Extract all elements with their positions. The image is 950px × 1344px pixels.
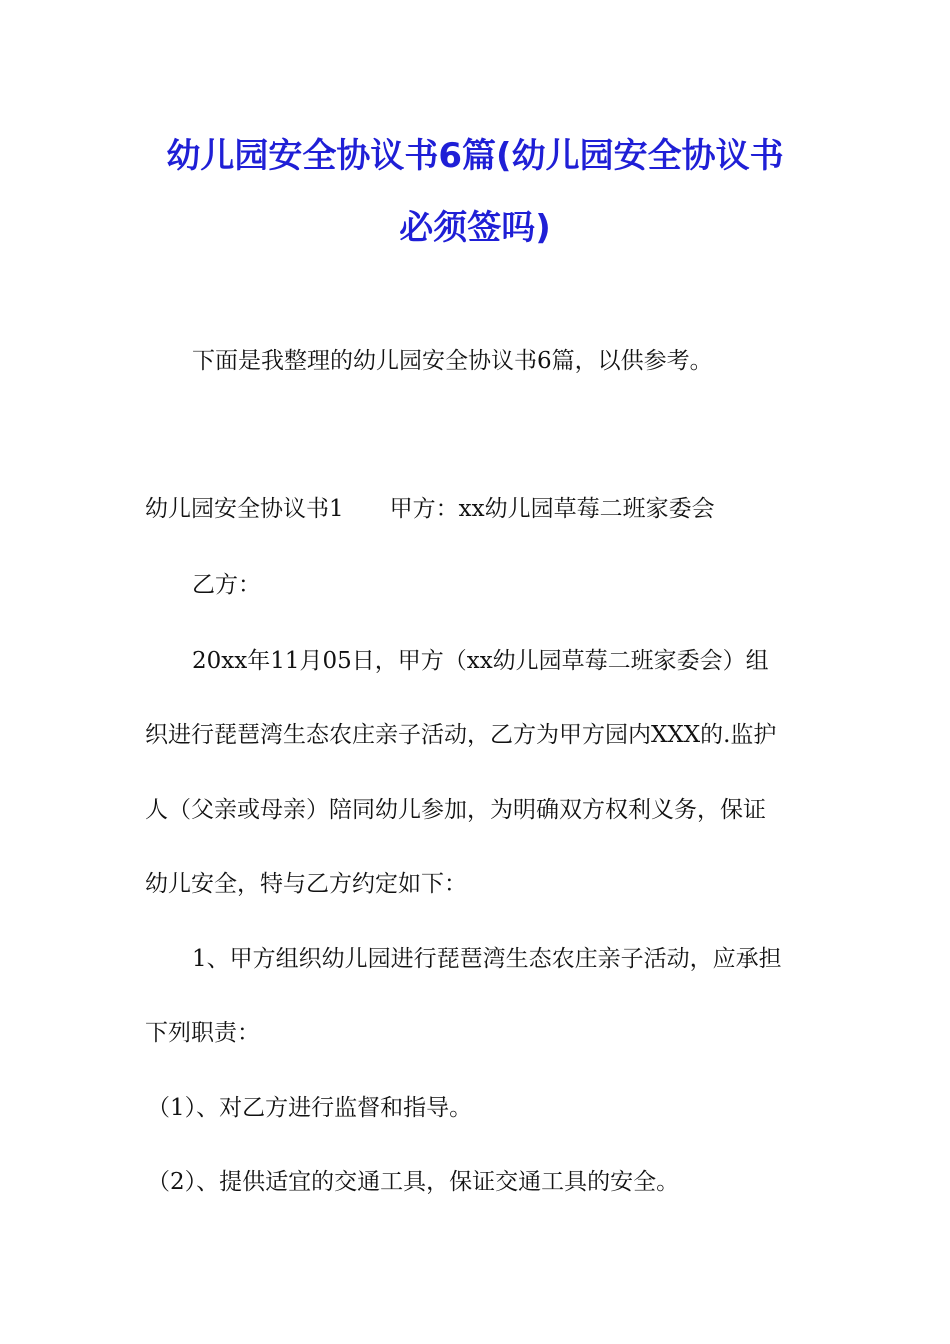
document-title-line-2: 必须签吗) (399, 208, 551, 248)
sub-item-1: （1）、对乙方进行监督和指导。 (147, 1095, 473, 1121)
item-1-line-1: 1、甲方组织幼儿园进行琵琶湾生态农庄亲子活动，应承担 (192, 946, 782, 972)
section-1-heading: 幼儿园安全协议书1 甲方：xx幼儿园草莓二班家委会 (145, 496, 715, 522)
intro-paragraph: 下面是我整理的幼儿园安全协议书6篇，以供参考。 (192, 348, 713, 374)
paragraph-1-line-2: 织进行琵琶湾生态农庄亲子活动，乙方为甲方园内XXX的.监护 (145, 722, 777, 748)
paragraph-1-line-1: 20xx年11月05日，甲方（xx幼儿园草莓二班家委会）组 (192, 648, 769, 674)
paragraph-1-line-4: 幼儿安全，特与乙方约定如下： (145, 871, 467, 897)
paragraph-1-line-3: 人（父亲或母亲）陪同幼儿参加，为明确双方权利义务，保证 (145, 797, 766, 823)
party-b-label: 乙方： (192, 572, 261, 598)
document-title-line-1: 幼儿园安全协议书6篇(幼儿园安全协议书 (166, 136, 784, 176)
item-1-line-2: 下列职责： (145, 1020, 260, 1046)
sub-item-2: （2）、提供适宜的交通工具，保证交通工具的安全。 (147, 1169, 680, 1195)
